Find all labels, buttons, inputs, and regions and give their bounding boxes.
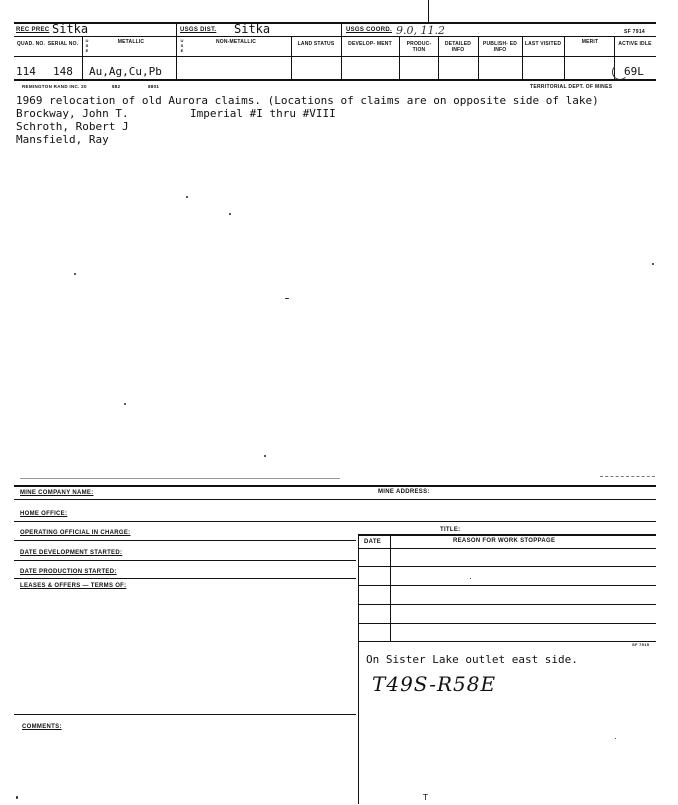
record-active-idle: 69L <box>624 65 644 78</box>
date-production-label: DATE PRODUCTION STARTED: <box>20 569 117 575</box>
speck <box>229 213 231 215</box>
col-divider <box>341 22 342 79</box>
speck <box>285 298 289 299</box>
form-rule <box>14 499 656 500</box>
col-divider <box>176 22 177 79</box>
wavy-top-rule-right <box>600 476 655 477</box>
owner-1: Brockway, John T. <box>16 107 129 120</box>
col-divider <box>564 37 565 79</box>
form-rule <box>14 560 356 561</box>
record-serial-no: 148 <box>53 65 73 78</box>
stoppage-rule <box>358 623 656 624</box>
record-bottom-rule <box>14 79 656 81</box>
check-mark-icon <box>612 64 628 80</box>
form-rule <box>14 578 356 579</box>
rec-prec-label: REC PREC <box>16 27 50 33</box>
owner-3: Mansfield, Ray <box>16 133 109 146</box>
bottom-mark: T <box>423 793 428 802</box>
col-use-2: U S E <box>180 38 184 53</box>
claims-range: Imperial #I thru #VIII <box>190 107 336 120</box>
top-tick-line <box>428 0 429 22</box>
note-line-1: 1969 relocation of old Aurora claims. (Locations of claims are on opposite side of lake) <box>16 94 599 107</box>
form-rule <box>14 540 356 541</box>
speck <box>615 738 616 739</box>
col-development: DEVELOP- MENT <box>348 41 392 47</box>
reason-col-label: REASON FOR WORK STOPPAGE <box>453 538 556 544</box>
form-number-2: SF 7915 <box>632 642 650 647</box>
imprint-code-b: 8801 <box>148 84 160 89</box>
date-development-label: DATE DEVELOPMENT STARTED: <box>20 550 123 556</box>
header-rule <box>14 56 656 57</box>
col-quad-no: QUAD. NO. <box>16 41 46 47</box>
stoppage-date-divider <box>390 534 391 642</box>
usgs-coord-label: USGS COORD. <box>346 27 392 33</box>
col-divider <box>291 37 292 79</box>
col-serial-no: SERIAL NO. <box>47 41 79 47</box>
col-non-metallic: NON-METALLIC <box>215 39 257 45</box>
printer-imprint: REMINGTON RAND INC. 20 <box>22 84 87 89</box>
lower-form-top-rule <box>14 485 656 487</box>
speck <box>124 403 126 405</box>
leases-offers-label: LEASES & OFFERS — TERMS OF: <box>20 583 127 589</box>
agency-name: TERRITORIAL DEPT. OF MINES <box>530 84 613 90</box>
usgs-dist-value: Sitka <box>234 22 271 36</box>
col-detailed-info: DETAILED INFO <box>444 41 472 53</box>
wavy-top-rule <box>20 478 340 479</box>
mine-address-label: MINE ADDRESS: <box>378 489 430 495</box>
stoppage-rule <box>358 641 656 642</box>
township-range-handwritten: T49S-R58E <box>372 672 497 696</box>
title-label: TITLE: <box>440 527 461 533</box>
header-top-rule <box>14 22 656 24</box>
home-office-label: HOME OFFICE: <box>20 511 68 517</box>
col-active-idle: ACTIVE IDLE <box>618 41 652 47</box>
record-quad-no: 114 <box>16 65 36 78</box>
speck <box>470 578 471 579</box>
form-rule <box>14 714 356 715</box>
rec-prec-value: Sitka <box>52 22 89 36</box>
col-use-1: U S E <box>85 38 89 53</box>
usgs-dist-label: USGS DIST. <box>180 27 217 33</box>
stoppage-rule <box>358 566 656 567</box>
stoppage-rule <box>358 604 656 605</box>
stoppage-rule <box>358 585 656 586</box>
imprint-code-a: 882 <box>112 84 121 89</box>
speck <box>186 196 188 198</box>
col-land-status: LAND STATUS <box>297 41 335 47</box>
speck <box>16 796 18 799</box>
record-metallic: Au,Ag,Cu,Pb <box>89 65 162 78</box>
usgs-coord-value: 9.0, 11.2 <box>396 24 445 37</box>
col-merit: MERIT <box>581 39 599 45</box>
form-rule <box>14 521 656 522</box>
col-production: PRODUC- TION <box>406 41 432 53</box>
col-divider <box>82 37 83 79</box>
mine-company-name-label: MINE COMPANY NAME: <box>20 490 94 496</box>
header-rule <box>14 36 656 37</box>
speck <box>264 455 266 457</box>
col-published-info: PUBLISH- ED INFO <box>482 41 518 53</box>
comments-label: COMMENTS: <box>22 724 62 730</box>
owner-2: Schroth, Robert J <box>16 120 129 133</box>
col-metallic: METALLIC <box>117 39 145 45</box>
operating-official-label: OPERATING OFFICIAL IN CHARGE: <box>20 530 131 536</box>
col-last-visited: LAST VISITED <box>524 41 562 47</box>
stoppage-header-rule <box>358 534 656 536</box>
date-col-label: DATE <box>364 539 382 545</box>
form-number: SF 7914 <box>624 29 646 35</box>
form-center-divider <box>358 534 359 804</box>
location-note: On Sister Lake outlet east side. <box>366 653 578 666</box>
speck <box>74 273 76 275</box>
speck <box>652 263 654 265</box>
stoppage-rule <box>358 548 656 549</box>
